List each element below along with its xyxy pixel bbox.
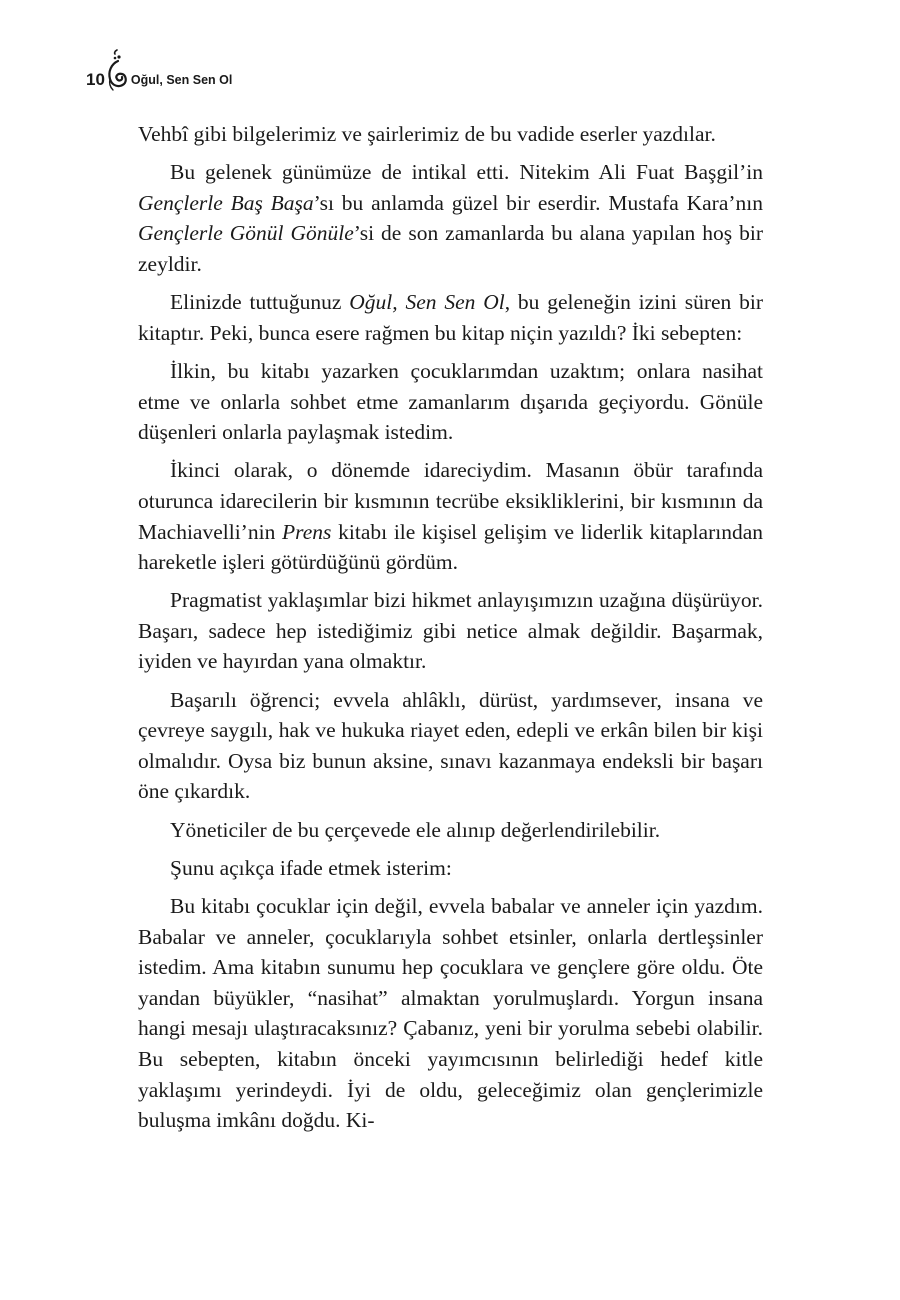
body-text [138, 119, 763, 1136]
paragraph [138, 356, 763, 448]
italic-title: Prens [282, 519, 332, 544]
paragraph [138, 157, 763, 279]
paragraph [138, 891, 763, 1136]
italic-title: Oğul, Sen Sen Ol [349, 290, 505, 315]
text-run: , bu geleneğin izini süren bir kitaptır. Peki, bunca esere rağmen bu kitap niçin yazıldı? İki sebepten: [138, 290, 763, 345]
text-run: kitabı ile kişisel gelişim ve liderlik kitaplarından hareketle işleri götürdüğünü gördüm. [138, 519, 763, 575]
paragraph [138, 685, 763, 807]
paragraph [138, 119, 763, 150]
text-run: Şunu açıkça ifade etmek isterim: [170, 855, 452, 880]
text-run: Elinizde tuttuğunuz [170, 290, 350, 315]
text-run: ’sı bu anlamda güzel bir eserdir. Mustafa Kara’nın [313, 190, 764, 215]
paragraph [138, 585, 763, 677]
paragraph [138, 853, 763, 884]
page-number: 10 [86, 70, 105, 89]
paragraph [138, 287, 763, 348]
text-run: İkinci olarak, o dönemde idareciydim. Masanın öbür tarafında oturunca idarecilerin bir kısmının tecrübe eksikliklerini, bir kısmının da Machiavelli’nin [138, 458, 763, 544]
text-run: Yöneticiler de bu çerçevede ele alınıp değerlendirilebilir. [170, 817, 661, 842]
text-run: Vehbî gibi bilgelerimiz ve şairlerimiz de bu vadide eserler yazdılar. [138, 122, 716, 146]
running-title: Oğul, Sen Sen Ol [130, 73, 233, 87]
text-run: Bu gelenek günümüze de intikal etti. Nitekim Ali Fuat Başgil’in [170, 160, 763, 185]
italic-title: Gençlerle Baş Başa [138, 190, 314, 215]
page-header [86, 48, 232, 92]
text-run: Başarılı öğrenci; evvela ahlâklı, dürüst, yardımsever, insana ve çevreye saygılı, hak ve hukuka riayet eden, edepli ve erkân bilen bir kişi olmalıdır. Oysa biz bunun aksine, sınavı kazanmaya endeksli bir başarı öne çıkardık. [138, 687, 763, 804]
text-run: ’si de son zamanlarda bu alana yapılan hoş bir zeyldir. [138, 221, 763, 276]
text-run: Pragmatist yaklaşımlar bizi hikmet anlayışımızın uzağına düşürüyor. Başarı, sadece hep istediğimiz gibi netice almak değildir. Başarmak, iyiden ve hayırdan yana olmaktır. [138, 588, 763, 674]
paragraph [138, 815, 763, 846]
calligraphy-ornament-icon [106, 48, 128, 92]
text-run: Bu kitabı çocuklar için değil, evvela babalar ve anneler için yazdım. Babalar ve anneler, çocuklarıyla sohbet etsinler, onlarla dertleşsinler istedim. Ama kitabın sunumu hep çocuklara ve gençlere göre oldu. Öte yandan büyükler, “nasihat” almaktan yorulmuşlardı. Yorgun insana hangi mesajı ulaştıracaksınız? Çabanız, yeni bir yorulma sebebi olabilir. Bu sebepten, kitabın önceki yayımcısının belirlediği hedef kitle yaklaşımı yerindeydi. İyi de oldu, geleceğimiz olan gençlerimizle buluşma imkânı doğdu. Ki- [138, 894, 763, 1133]
paragraph [138, 455, 763, 577]
text-run: İlkin, bu kitabı yazarken çocuklarımdan uzaktım; onlara nasihat etme ve onlarla sohbet etme zamanlarım dışarıda geçiyordu. Gönüle düşenleri onlarla paylaşmak istedim. [138, 358, 763, 445]
italic-title: Gençlerle Gönül Gönüle [138, 221, 354, 246]
